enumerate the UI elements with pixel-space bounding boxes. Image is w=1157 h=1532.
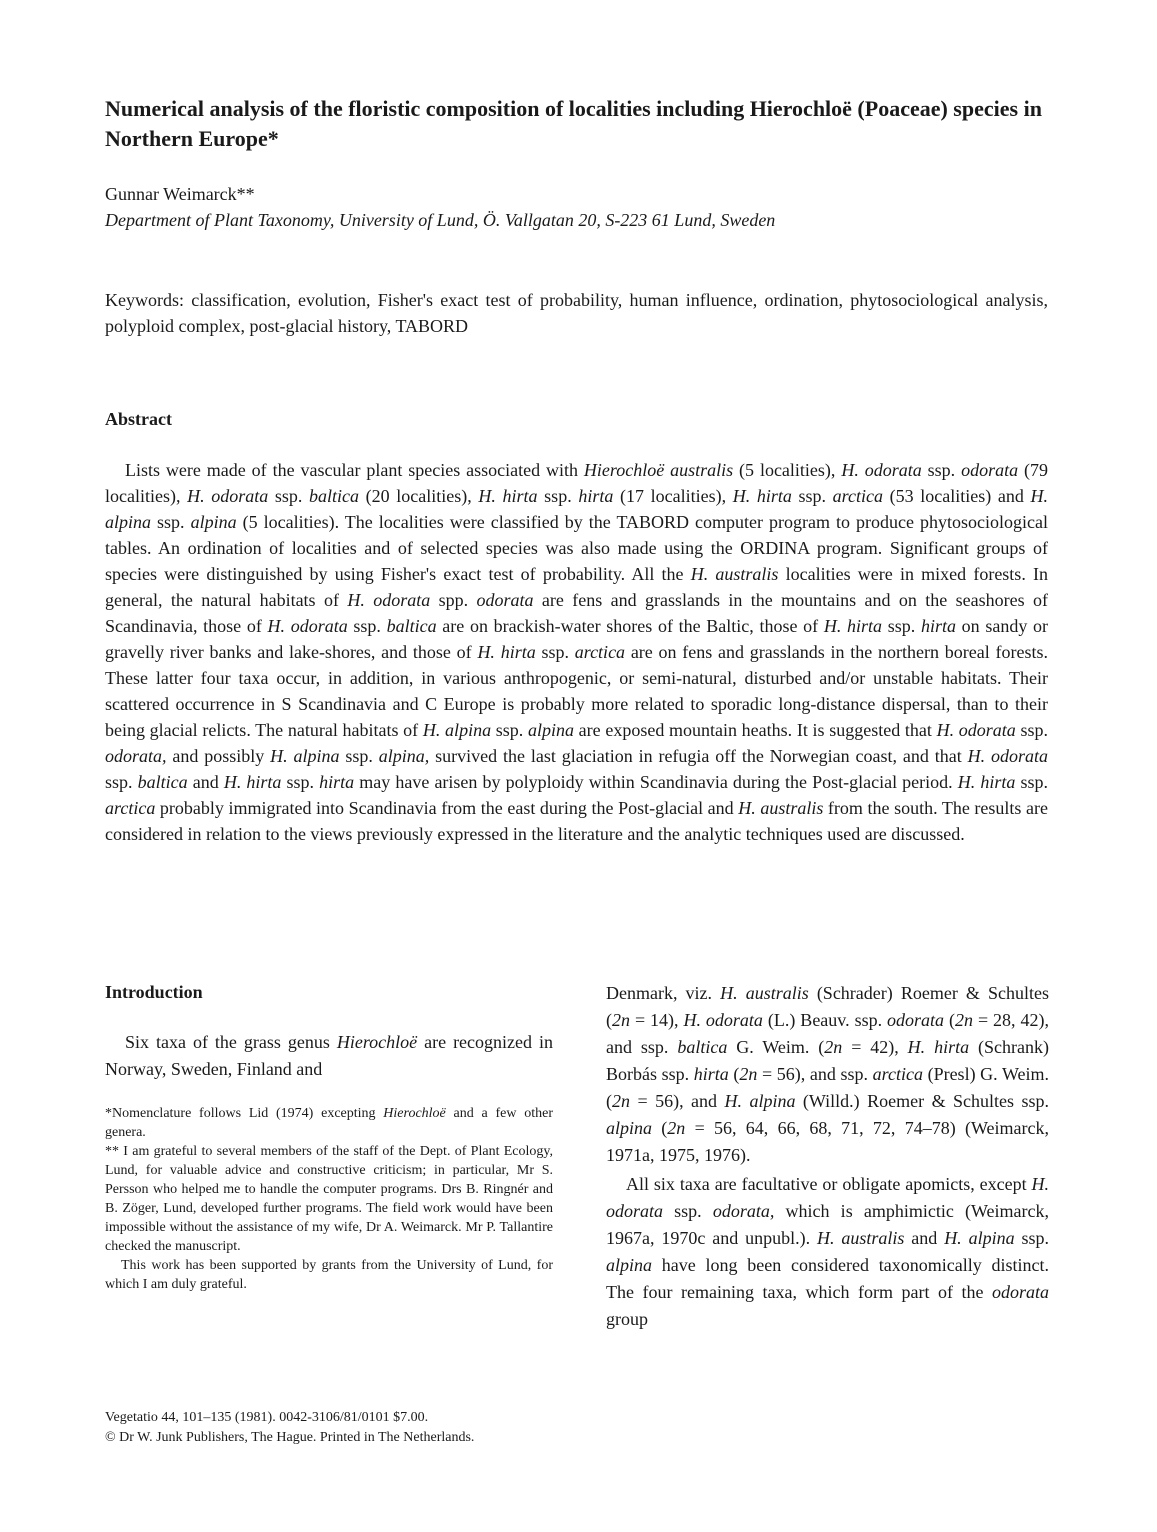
text-run: and [187,772,224,792]
introduction-heading: Introduction [105,982,203,1002]
italic-text: H. alpina [422,720,492,740]
text-run: ssp. [1015,772,1048,792]
footnotes [105,1104,553,1294]
text-run: = 28, 42), and ssp. [606,1010,1049,1057]
text-run: = 56), and [630,1091,725,1111]
text-run: Denmark, viz. [606,983,721,1003]
text-run: are recognized in Norway, Sweden, Finland and [105,1032,553,1079]
text-run: ( [652,1118,668,1138]
author-name: Gunnar Weimarck** [105,184,255,204]
text-run: ssp. [105,772,138,792]
italic-text: H. odorata [267,616,348,636]
italic-text: H. hirta [477,642,536,662]
text-run: (L.) Beauv. ssp. [762,1010,888,1030]
italic-text: Hierochloë [383,1106,446,1121]
italic-text: alpina, [378,746,430,766]
paper-title: Numerical analysis of the floristic composition of localities including Hierochloë (Poaceae) species in Northern Europe* [105,96,1042,151]
text-run: G. Weim. ( [727,1037,825,1057]
abstract-body [105,457,1048,847]
abstract-heading: Abstract [105,409,172,429]
text-run: (Willd.) Roemer & Schultes ssp. [795,1091,1049,1111]
text-run: (5 localities). The localities were classified by the TABORD computer program to produce phytosociological tables. An ordination of localities and of selected species was also made using the ORDINA program. Significant groups of species were distinguished by using Fisher's exact test of probability. All the [105,512,1048,584]
introduction-paragraph-2 [606,1171,1049,1333]
italic-text: 2n [612,1010,630,1030]
text-run: (17 localities), [613,486,733,506]
italic-text: H. hirta [957,772,1016,792]
text-run: ssp. [339,746,379,766]
italic-text: arctica [832,486,883,506]
introduction-paragraph-1-continued [606,980,1049,1169]
text-run: are exposed mountain heaths. It is suggested that [573,720,937,740]
italic-text: H. odorata [936,720,1016,740]
text-run: (Schrader) Roemer & Schultes ( [606,983,1049,1030]
italic-text: hirta [319,772,355,792]
italic-text: 2n [955,1010,973,1030]
footnote-funding: This work has been supported by grants from the University of Lund, for which I am duly grateful. [105,1258,553,1292]
text-run: (Schrank) Borbás ssp. [606,1037,1049,1084]
text-run: ssp. [491,720,528,740]
text-run: ( [728,1064,740,1084]
italic-text: baltica [309,486,360,506]
italic-text: H. australis [720,983,809,1003]
italic-text: H. odorata [347,590,431,610]
italic-text: H. odorata [967,746,1048,766]
text-run: (53 localities) and [882,486,1031,506]
text-run: ssp. [663,1201,713,1221]
italic-text: alpina [606,1118,653,1138]
text-run: localities were in mixed forests. In general, the natural habitats of [105,564,1048,610]
text-run: (79 localities), [105,460,1048,506]
italic-text: odorata, [712,1201,775,1221]
italic-text: Hierochloë australis [583,460,734,480]
introduction-left-column [105,1029,553,1083]
journal-info [105,1408,474,1448]
italic-text: odorata, [105,746,167,766]
italic-text: H. australis [738,798,824,818]
italic-text: 2n [612,1091,630,1111]
italic-text: arctica [872,1064,923,1084]
text-run: = 56), and ssp. [757,1064,873,1084]
italic-text: H. hirta [223,772,282,792]
text-run: spp. [430,590,477,610]
italic-text: 2n [667,1118,686,1138]
text-run: ssp. [347,616,387,636]
keywords: Keywords: classification, evolution, Fisher's exact test of probability, human influence, ordination, phytosociological analysis, polyploid complex, post-glacial history, TABORD [105,290,1048,336]
italic-text: baltica [386,616,437,636]
text-run: ssp. [537,486,579,506]
text-run: (Presl) G. Weim. ( [606,1064,1050,1111]
text-run: ( [944,1010,955,1030]
text-run: *Nomenclature follows Lid (1974) excepting [105,1106,384,1121]
italic-text: odorata [961,460,1019,480]
introduction-right-column [606,980,1049,1333]
italic-text: odorata [991,1282,1049,1302]
italic-text: H. odorata [606,1174,1049,1221]
italic-text: arctica [105,798,156,818]
text-run: may have arisen by polyploidy within Scandinavia during the Post-glacial period. [354,772,958,792]
italic-text: H. alpina [270,746,340,766]
italic-text: H. odorata [841,460,922,480]
italic-text: H. australis [690,564,779,584]
text-run: ssp. [151,512,191,532]
footnote-nomenclature [105,1104,553,1142]
italic-text: hirta [920,616,956,636]
italic-text: Hierochloë [336,1032,418,1052]
author-affiliation: Department of Plant Taxonomy, University of Lund, Ö. Vallgatan 20, S-223 61 Lund, Sweden [105,210,776,230]
italic-text: H. australis [817,1228,905,1248]
italic-text: odorata [476,590,534,610]
italic-text: H. hirta [823,616,883,636]
text-run: are on brackish-water shores of the Baltic, those of [436,616,824,636]
text-run: which is amphimictic (Weimarck, 1967a, 1970c and unpubl.). [606,1201,1049,1248]
text-run: = 14), [630,1010,684,1030]
publisher-line: © Dr W. Junk Publishers, The Hague. Printed in The Netherlands. [105,1430,475,1445]
italic-text: odorata [887,1010,945,1030]
text-run: are fens and grasslands in the mountains and on the seashores of Scandinavia, those of [105,590,1048,636]
text-run: and a few other genera. [105,1106,553,1140]
introduction-paragraph-1 [105,1029,553,1083]
italic-text: H. odorata [683,1010,763,1030]
text-run: = 42), [842,1037,908,1057]
italic-text: alpina [527,720,574,740]
text-run: ssp. [281,772,320,792]
italic-text: H. hirta [478,486,538,506]
text-run: ssp. [1014,1228,1049,1248]
abstract-paragraph [105,457,1048,847]
journal-citation: Vegetatio 44, 101–135 (1981). 0042-3106/81/0101 $7.00. [105,1410,429,1425]
italic-text: alpina [190,512,237,532]
text-run: = 56, 64, 66, 68, 71, 72, 74–78) (Weimarck, 1971a, 1975, 1976). [606,1118,1049,1165]
italic-text: 2n [739,1064,758,1084]
text-run: ssp. [921,460,962,480]
italic-text: arctica [574,642,626,662]
text-run: and [904,1228,945,1248]
text-run: Six taxa of the grass genus [125,1032,337,1052]
italic-text: 2n [824,1037,843,1057]
text-run: survived the last glaciation in refugia off the Norwegian coast, and that [429,746,968,766]
italic-text: hirta [693,1064,729,1084]
footnote-acknowledgements: ** I am grateful to several members of the staff of the Dept. of Plant Ecology, Lund, for valuable advice and constructive criticism; in particular, Mr S. Persson who helped me to handle the computer programs. Drs B. Ringnér and B. Zöger, Lund, developed further programs. The field work would have been impossible without the assistance of my wife, Dr A. Weimarck. Mr P. Tallantire checked the manuscript. [105,1144,553,1254]
italic-text: H. alpina [105,486,1048,532]
text-run: (5 localities), [733,460,842,480]
text-run: ssp. [791,486,833,506]
text-run: Lists were made of the vascular plant species associated with [125,460,584,480]
italic-text: H. alpina [944,1228,1015,1248]
text-run: and possibly [166,746,271,766]
italic-text: H. hirta [907,1037,970,1057]
text-run: have long been considered taxonomically distinct. The four remaining taxa, which form part of the [606,1255,1049,1302]
text-run: (20 localities), [359,486,479,506]
text-run: ssp. [268,486,310,506]
italic-text: alpina [606,1255,653,1275]
text-run: group [606,1309,648,1329]
text-run: ssp. [882,616,921,636]
text-run: ssp. [1015,720,1048,740]
text-run: All six taxa are facultative or obligate apomicts, except [626,1174,1032,1194]
italic-text: H. alpina [724,1091,796,1111]
italic-text: baltica [137,772,188,792]
text-run: on sandy or gravelly river banks and lake-shores, and those of [105,616,1048,662]
italic-text: baltica [677,1037,728,1057]
text-run: from the south. The results are considered in relation to the views previously expressed in the literature and the analytic techniques used are discussed. [105,798,1048,844]
italic-text: H. hirta [732,486,792,506]
italic-text: hirta [578,486,614,506]
text-run: are on fens and grasslands in the northern boreal forests. These latter four taxa occur, in addition, in various anthropogenic, or semi-natural, disturbed and/or unstable habitats. Their scattered occurrence in S Scandinavia and C Europe is probably more related to sporadic long-distance dispersal, than to their being glacial relicts. The natural habitats of [105,642,1048,740]
text-run: probably immigrated into Scandinavia from the east during the Post-glacial and [155,798,739,818]
text-run: ssp. [535,642,575,662]
italic-text: H. odorata [187,486,269,506]
